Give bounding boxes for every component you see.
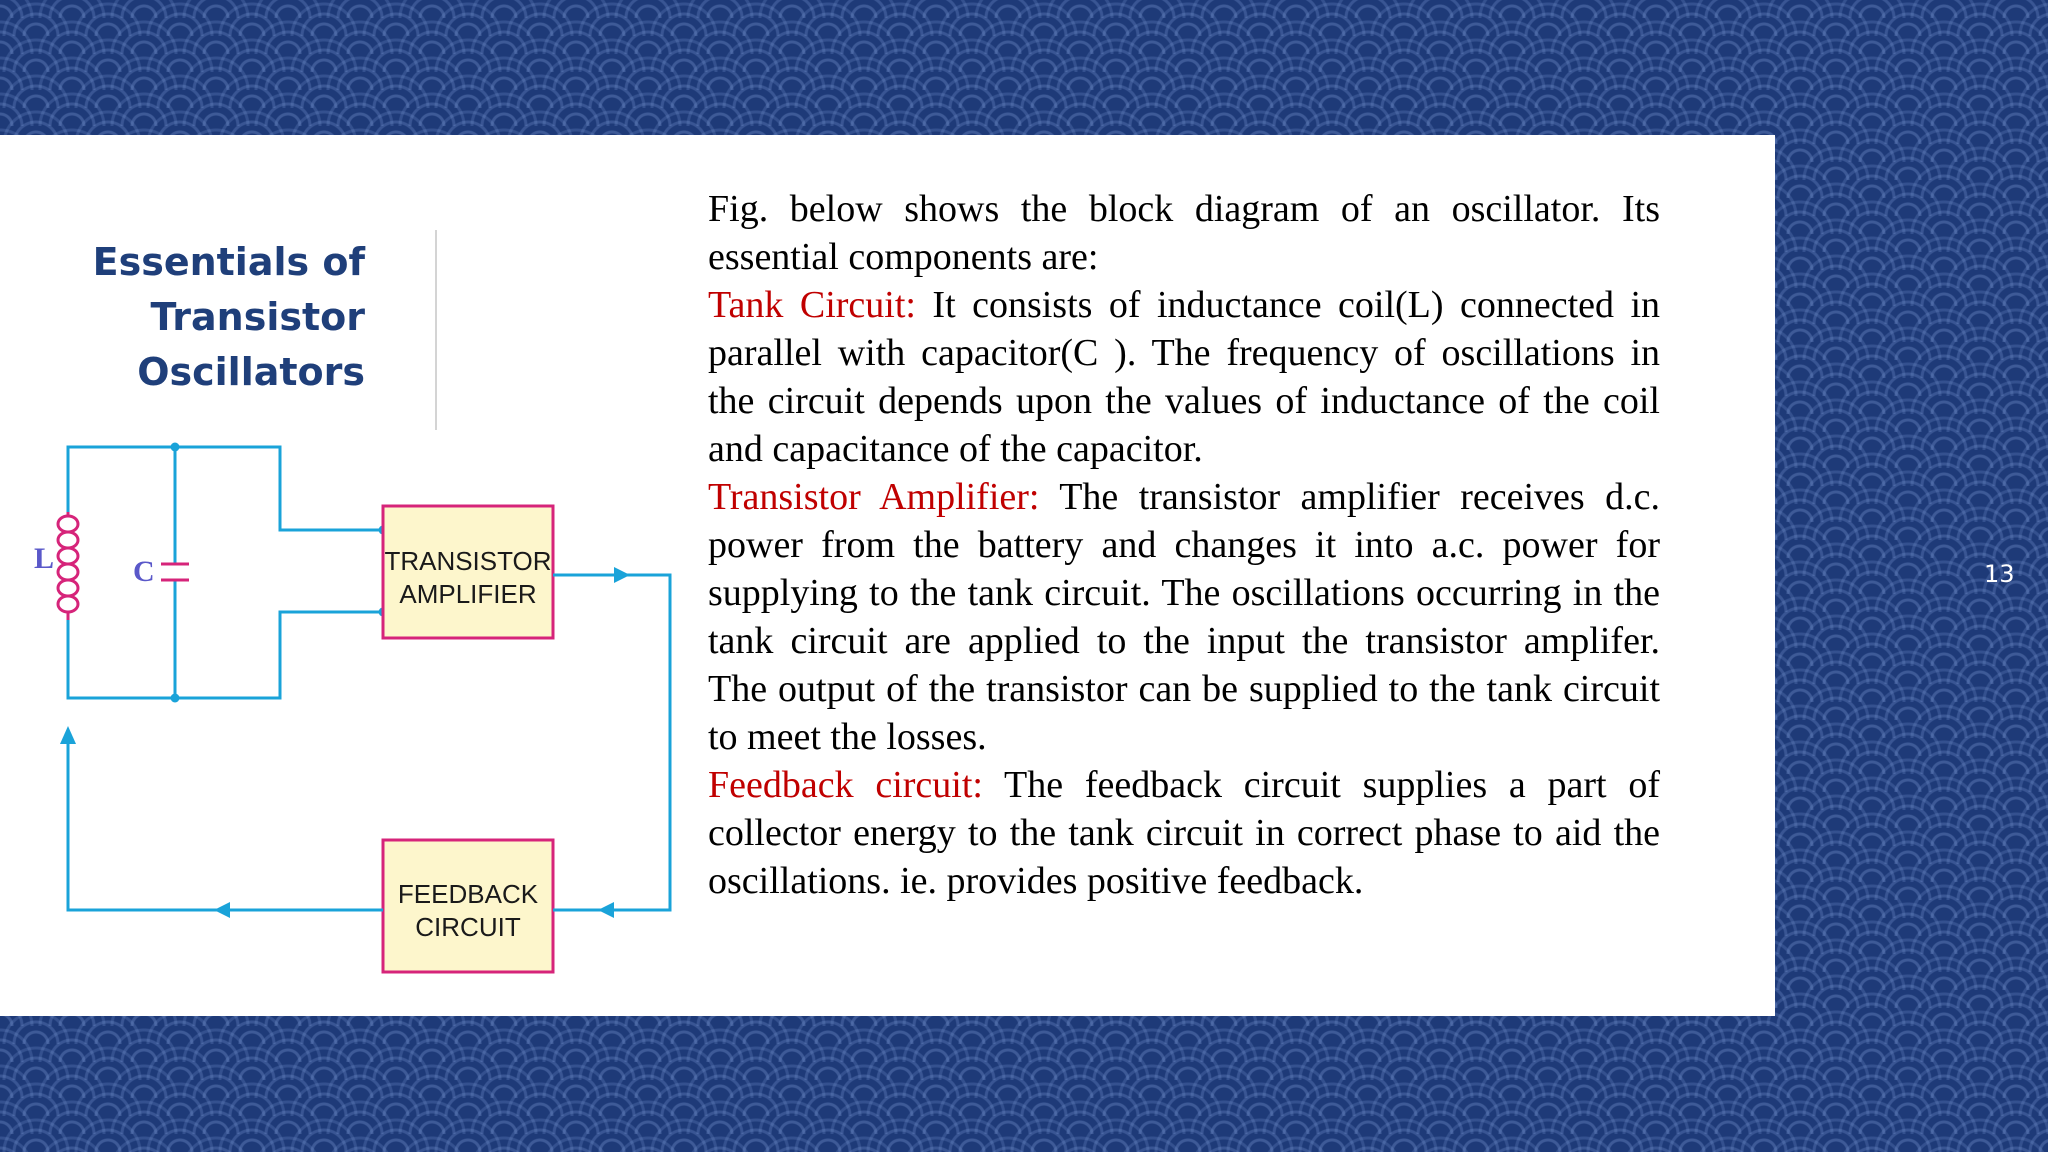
feedback-label-line-2: CIRCUIT (415, 912, 521, 942)
title-divider (435, 230, 437, 430)
arrow-left-icon (214, 902, 230, 918)
feedback-circuit-label: Feedback circuit: (708, 764, 983, 806)
page-number: 13 (1984, 560, 2015, 588)
tank-circuit-paragraph (708, 281, 1660, 473)
feedback-circuit-paragraph (708, 761, 1660, 905)
feedback-circuit-text: The feedback circuit supplies a part of collector energy to the tank circuit in correct phase to aid the oscillations. ie. provides positive feedback. (708, 764, 1661, 902)
inductor-coil-icon (58, 512, 78, 620)
tank-circuit-label: Tank Circuit: (708, 284, 916, 326)
amplifier-label-line-2: AMPLIFIER (399, 579, 537, 609)
tank-circuit-text: It consists of inductance coil(L) connected in parallel with capacitor(C ). The frequency of oscillations in the circuit depends upon the values of inductance of the coil and capacitance of the capacitor. (708, 284, 1661, 470)
slide-title (60, 235, 365, 400)
oscillator-block-diagram (20, 420, 700, 1020)
tank-circuit-wires (68, 447, 383, 698)
body-text (708, 185, 1660, 905)
capacitor-label: C (133, 555, 155, 588)
transistor-amplifier-text: The transistor amplifier receives d.c. power from the battery and changes it into a.c. power for supplying to the tank circuit. The oscillations occurring in the tank circuit are applied to the input the transistor amplifer. The output of the transistor can be supplied to the tank circuit to meet the losses. (708, 476, 1660, 758)
slide-panel (0, 135, 1775, 1016)
title-line-2: Transistor (150, 295, 365, 339)
arrow-up-icon (60, 726, 76, 744)
capacitor-icon (161, 564, 189, 580)
amplifier-label-line-1: TRANSISTOR (384, 546, 552, 576)
arrow-left-icon (598, 902, 614, 918)
feedback-label-line-1: FEEDBACK (397, 879, 539, 909)
inductor-label: L (34, 542, 55, 575)
title-line-1: Essentials of (92, 240, 365, 284)
intro-paragraph: Fig. below shows the block diagram of an oscillator. Its essential components are: (708, 188, 1660, 278)
arrow-right-icon (614, 567, 630, 583)
transistor-amplifier-paragraph (708, 473, 1660, 761)
title-line-3: Oscillators (137, 350, 365, 394)
transistor-amplifier-label: Transistor Amplifier: (708, 476, 1040, 518)
feedback-loop-wires (68, 575, 670, 910)
